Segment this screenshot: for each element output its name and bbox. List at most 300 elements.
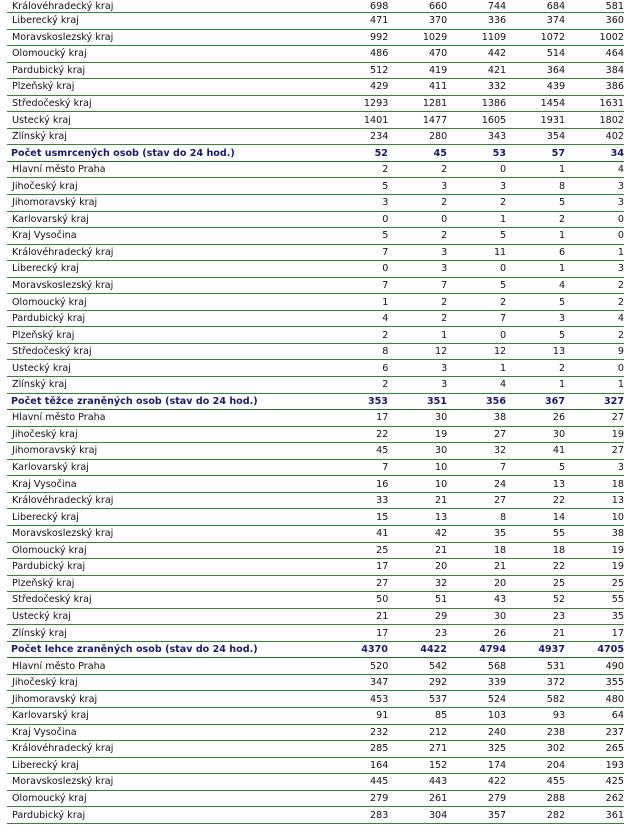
value-cell: 0 xyxy=(500,329,507,341)
value-cell: 5 xyxy=(382,180,389,192)
region-name: Ústecký kraj xyxy=(12,114,71,126)
table-row xyxy=(7,63,624,80)
value-cell: 35 xyxy=(493,528,507,540)
table-row xyxy=(7,609,624,626)
region-name: Moravskoslezský kraj xyxy=(12,528,114,540)
value-cell: 7 xyxy=(500,462,507,474)
region-name: Jihočeský kraj xyxy=(12,180,78,192)
section-title: Počet lehce zraněných osob (stav do 24 hod.) xyxy=(11,644,258,656)
value-cell: 212 xyxy=(428,726,448,738)
value-cell: 4 xyxy=(617,164,624,176)
value-cell: 1477 xyxy=(422,114,448,126)
value-cell: 1631 xyxy=(599,98,624,109)
table-row xyxy=(7,725,624,742)
value-cell: 18 xyxy=(493,544,507,556)
value-cell: 1605 xyxy=(481,114,507,126)
value-cell: 364 xyxy=(546,64,566,76)
region-name: Středočeský kraj xyxy=(12,346,92,358)
value-cell: 327 xyxy=(604,395,625,407)
value-cell: 26 xyxy=(552,412,566,424)
region-name: Plzeňský kraj xyxy=(12,577,75,589)
table-row xyxy=(7,493,624,510)
value-cell: 8 xyxy=(500,511,507,523)
value-cell: 2 xyxy=(441,197,448,209)
value-cell: 1 xyxy=(382,296,389,308)
value-cell: 25 xyxy=(611,577,624,589)
value-cell: 27 xyxy=(611,412,624,424)
value-cell: 347 xyxy=(370,677,389,689)
value-cell: 53 xyxy=(492,147,506,159)
value-cell: 279 xyxy=(487,792,507,804)
value-cell: 27 xyxy=(493,495,507,507)
table-row xyxy=(7,708,624,725)
value-cell: 1 xyxy=(558,230,566,242)
region-name: Středočeský kraj xyxy=(12,594,92,606)
section-title: Počet těžce zraněných osob (stav do 24 hod.) xyxy=(11,395,258,407)
value-cell: 3 xyxy=(382,197,389,209)
value-cell: 4937 xyxy=(538,644,566,656)
cut-off-next-row xyxy=(7,826,624,831)
value-cell: 386 xyxy=(605,81,624,93)
value-cell: 45 xyxy=(433,147,447,159)
value-cell: 5 xyxy=(558,296,566,308)
value-cell: 471 xyxy=(370,15,389,27)
value-cell: 12 xyxy=(435,346,448,358)
value-cell: 343 xyxy=(487,131,507,143)
region-name: Jihočeský kraj xyxy=(12,428,78,440)
region-name: Královéhradecký kraj xyxy=(12,246,114,258)
value-cell: 490 xyxy=(605,660,624,672)
region-name: Moravskoslezský kraj xyxy=(12,776,114,788)
region-name: Zlínský kraj xyxy=(12,131,67,143)
data-table xyxy=(7,0,624,824)
value-cell: 422 xyxy=(487,776,507,788)
region-name: Moravskoslezský kraj xyxy=(12,280,114,292)
value-cell: 52 xyxy=(552,594,566,606)
region-name: Královéhradecký kraj xyxy=(12,0,114,12)
value-cell: 23 xyxy=(435,627,448,639)
value-cell: 13 xyxy=(435,511,448,523)
value-cell: 744 xyxy=(487,0,507,12)
value-cell: 38 xyxy=(611,528,624,540)
region-name: Karlovarský kraj xyxy=(12,462,89,474)
value-cell: 7 xyxy=(500,313,507,325)
value-cell: 3 xyxy=(441,180,448,192)
value-cell: 30 xyxy=(435,412,448,424)
value-cell: 85 xyxy=(435,710,448,722)
value-cell: 698 xyxy=(370,0,389,12)
value-cell: 32 xyxy=(493,445,507,457)
value-cell: 15 xyxy=(376,511,389,523)
value-cell: 30 xyxy=(493,610,507,622)
section-header-row xyxy=(7,642,624,659)
value-cell: 34 xyxy=(610,147,625,159)
value-cell: 531 xyxy=(546,660,566,672)
value-cell: 1 xyxy=(617,246,624,258)
value-cell: 1 xyxy=(500,362,507,374)
value-cell: 22 xyxy=(552,561,566,573)
value-cell: 356 xyxy=(485,395,506,407)
value-cell: 1454 xyxy=(540,98,566,109)
table-row xyxy=(7,195,624,212)
value-cell: 55 xyxy=(611,594,624,606)
value-cell: 1072 xyxy=(540,31,566,43)
value-cell: 12 xyxy=(493,346,507,358)
value-cell: 232 xyxy=(370,726,389,738)
value-cell: 4 xyxy=(617,313,624,325)
value-cell: 50 xyxy=(376,594,389,606)
region-name: Kraj Vysočina xyxy=(12,726,77,738)
value-cell: 57 xyxy=(551,147,566,159)
value-cell: 262 xyxy=(605,792,624,804)
value-cell: 1 xyxy=(558,263,566,275)
value-cell: 13 xyxy=(611,495,624,507)
value-cell: 455 xyxy=(546,776,566,788)
value-cell: 2 xyxy=(558,362,566,374)
value-cell: 464 xyxy=(605,48,624,60)
value-cell: 43 xyxy=(493,594,507,606)
value-cell: 4705 xyxy=(597,644,625,656)
table-row xyxy=(7,691,624,708)
value-cell: 91 xyxy=(376,710,389,722)
value-cell: 52 xyxy=(374,147,388,159)
value-cell: 442 xyxy=(487,48,507,60)
value-cell: 234 xyxy=(370,131,389,143)
value-cell: 0 xyxy=(500,164,507,176)
value-cell: 22 xyxy=(376,428,389,440)
value-cell: 5 xyxy=(558,329,566,341)
value-cell: 174 xyxy=(487,759,507,771)
value-cell: 374 xyxy=(546,15,566,27)
region-name: Jihomoravský kraj xyxy=(12,693,98,705)
value-cell: 17 xyxy=(611,627,624,639)
value-cell: 1109 xyxy=(481,31,507,43)
value-cell: 279 xyxy=(370,792,389,804)
value-cell: 30 xyxy=(435,445,448,457)
value-cell: 18 xyxy=(552,544,566,556)
value-cell: 2 xyxy=(617,329,624,341)
value-cell: 2 xyxy=(441,296,448,308)
table-row xyxy=(7,559,624,576)
value-cell: 1 xyxy=(500,213,507,225)
value-cell: 3 xyxy=(441,263,448,275)
value-cell: 0 xyxy=(617,230,624,242)
value-cell: 537 xyxy=(428,693,448,705)
value-cell: 402 xyxy=(605,131,624,143)
value-cell: 288 xyxy=(546,792,566,804)
value-cell: 0 xyxy=(441,213,448,225)
table-row xyxy=(7,774,624,791)
value-cell: 1002 xyxy=(599,31,624,43)
value-cell: 204 xyxy=(546,759,566,771)
value-cell: 0 xyxy=(500,263,507,275)
value-cell: 280 xyxy=(428,131,448,143)
value-cell: 302 xyxy=(546,743,566,755)
value-cell: 2 xyxy=(382,379,389,391)
value-cell: 10 xyxy=(435,478,448,490)
value-cell: 283 xyxy=(370,809,389,821)
value-cell: 4370 xyxy=(361,644,388,656)
value-cell: 3 xyxy=(617,263,624,275)
value-cell: 411 xyxy=(428,81,448,93)
table-row xyxy=(7,30,624,47)
value-cell: 4794 xyxy=(479,644,506,656)
table-row xyxy=(7,228,624,245)
table-row xyxy=(7,807,624,824)
value-cell: 5 xyxy=(500,280,507,292)
value-cell: 7 xyxy=(382,462,389,474)
value-cell: 520 xyxy=(370,660,389,672)
value-cell: 1 xyxy=(558,164,566,176)
value-cell: 1293 xyxy=(363,98,389,109)
value-cell: 372 xyxy=(546,677,566,689)
value-cell: 1281 xyxy=(422,98,448,109)
value-cell: 13 xyxy=(552,346,566,358)
table-row xyxy=(7,625,624,642)
value-cell: 20 xyxy=(493,577,507,589)
region-name: Olomoucký kraj xyxy=(12,48,87,60)
table-row xyxy=(7,377,624,394)
table-row xyxy=(7,212,624,229)
value-cell: 38 xyxy=(493,412,507,424)
value-cell: 7 xyxy=(441,280,448,292)
region-name: Jihočeský kraj xyxy=(12,677,78,689)
value-cell: 26 xyxy=(493,627,507,639)
value-cell: 3 xyxy=(558,313,566,325)
table-row xyxy=(7,294,624,311)
region-name: Královéhradecký kraj xyxy=(12,743,114,755)
value-cell: 35 xyxy=(611,610,624,622)
value-cell: 339 xyxy=(487,677,507,689)
section-title: Počet usmrcených osob (stav do 24 hod.) xyxy=(11,147,235,159)
value-cell: 3 xyxy=(441,362,448,374)
value-cell: 4 xyxy=(500,379,507,391)
value-cell: 8 xyxy=(558,180,566,192)
section-header-row xyxy=(7,145,624,162)
value-cell: 11 xyxy=(493,246,507,258)
value-cell: 325 xyxy=(487,743,507,755)
region-name: Ústecký kraj xyxy=(12,362,71,374)
value-cell: 4422 xyxy=(420,644,447,656)
region-name: Hlavní město Praha xyxy=(12,412,106,424)
value-cell: 18 xyxy=(611,478,624,490)
value-cell: 22 xyxy=(552,495,566,507)
table-row xyxy=(7,758,624,775)
value-cell: 3 xyxy=(617,197,624,209)
value-cell: 3 xyxy=(617,180,624,192)
value-cell: 353 xyxy=(367,395,388,407)
value-cell: 429 xyxy=(370,81,389,93)
region-name: Olomoucký kraj xyxy=(12,544,87,556)
value-cell: 445 xyxy=(370,776,389,788)
table-row xyxy=(7,476,624,493)
value-cell: 51 xyxy=(435,594,448,606)
region-name: Liberecký kraj xyxy=(12,759,79,771)
value-cell: 8 xyxy=(382,346,389,358)
value-cell: 360 xyxy=(605,15,624,27)
value-cell: 6 xyxy=(382,362,389,374)
value-cell: 282 xyxy=(546,809,566,821)
value-cell: 93 xyxy=(552,710,566,722)
value-cell: 23 xyxy=(552,610,566,622)
value-cell: 439 xyxy=(546,81,566,93)
value-cell: 1931 xyxy=(540,114,566,126)
value-cell: 21 xyxy=(376,610,389,622)
value-cell: 3 xyxy=(441,246,448,258)
region-name: Olomoucký kraj xyxy=(12,296,87,308)
value-cell: 2 xyxy=(382,329,389,341)
table-row xyxy=(7,178,624,195)
value-cell: 19 xyxy=(611,428,624,440)
value-cell: 1 xyxy=(558,379,566,391)
region-name: Pardubický kraj xyxy=(12,64,86,76)
region-name: Plzeňský kraj xyxy=(12,81,75,93)
table-row xyxy=(7,344,624,361)
region-name: Karlovarský kraj xyxy=(12,213,89,225)
value-cell: 2 xyxy=(382,164,389,176)
region-name: Liberecký kraj xyxy=(12,511,79,523)
table-row xyxy=(7,327,624,344)
region-name: Jihomoravský kraj xyxy=(12,197,98,209)
value-cell: 384 xyxy=(605,64,624,76)
table-row xyxy=(7,509,624,526)
value-cell: 19 xyxy=(611,561,624,573)
value-cell: 30 xyxy=(552,428,566,440)
table-row xyxy=(7,162,624,179)
value-cell: 21 xyxy=(435,544,448,556)
region-name: Moravskoslezský kraj xyxy=(12,31,114,43)
value-cell: 3 xyxy=(441,379,448,391)
value-cell: 5 xyxy=(382,230,389,242)
value-cell: 2 xyxy=(441,313,448,325)
value-cell: 193 xyxy=(605,759,624,771)
table-row xyxy=(7,675,624,692)
region-name: Pardubický kraj xyxy=(12,809,86,821)
value-cell: 512 xyxy=(370,64,389,76)
value-cell: 19 xyxy=(611,544,624,556)
value-cell: 3 xyxy=(500,180,507,192)
value-cell: 17 xyxy=(376,627,389,639)
value-cell: 240 xyxy=(487,726,507,738)
table-row xyxy=(7,741,624,758)
value-cell: 25 xyxy=(376,544,389,556)
value-cell: 5 xyxy=(500,230,507,242)
value-cell: 45 xyxy=(376,445,389,457)
table-row xyxy=(7,278,624,295)
region-name: Hlavní město Praha xyxy=(12,164,106,176)
region-name: Pardubický kraj xyxy=(12,313,86,325)
table-row xyxy=(7,576,624,593)
value-cell: 1 xyxy=(617,379,624,391)
value-cell: 568 xyxy=(487,660,507,672)
region-name: Ústecký kraj xyxy=(12,610,71,622)
table-row xyxy=(7,443,624,460)
value-cell: 6 xyxy=(558,246,566,258)
value-cell: 24 xyxy=(493,478,507,490)
value-cell: 0 xyxy=(382,213,389,225)
value-cell: 64 xyxy=(611,710,624,722)
value-cell: 27 xyxy=(611,445,624,457)
value-cell: 14 xyxy=(552,511,566,523)
value-cell: 524 xyxy=(487,693,507,705)
value-cell: 992 xyxy=(370,31,389,43)
table-row xyxy=(7,311,624,328)
table-row xyxy=(7,112,624,129)
value-cell: 4 xyxy=(558,280,566,292)
value-cell: 21 xyxy=(552,627,566,639)
value-cell: 514 xyxy=(546,48,566,60)
value-cell: 152 xyxy=(428,759,448,771)
value-cell: 354 xyxy=(546,131,566,143)
value-cell: 238 xyxy=(546,726,566,738)
value-cell: 21 xyxy=(435,495,448,507)
value-cell: 9 xyxy=(617,346,624,358)
value-cell: 261 xyxy=(428,792,448,804)
region-name: Jihomoravský kraj xyxy=(12,445,98,457)
value-cell: 19 xyxy=(435,428,448,440)
value-cell: 1401 xyxy=(363,114,389,126)
table-row xyxy=(7,79,624,96)
value-cell: 336 xyxy=(487,15,507,27)
region-name: Zlínský kraj xyxy=(12,627,67,639)
table-row xyxy=(7,0,624,13)
value-cell: 55 xyxy=(552,528,566,540)
table-row xyxy=(7,460,624,477)
region-name: Liberecký kraj xyxy=(12,263,79,275)
value-cell: 660 xyxy=(428,0,448,12)
value-cell: 237 xyxy=(605,726,624,738)
value-cell: 0 xyxy=(382,263,389,275)
value-cell: 271 xyxy=(428,743,448,755)
value-cell: 17 xyxy=(376,412,389,424)
table-row xyxy=(7,543,624,560)
value-cell: 2 xyxy=(617,280,624,292)
value-cell: 1802 xyxy=(599,114,624,126)
value-cell: 0 xyxy=(617,213,624,225)
value-cell: 103 xyxy=(487,710,507,722)
table-row xyxy=(7,129,624,146)
region-name: Zlínský kraj xyxy=(12,379,67,391)
value-cell: 470 xyxy=(428,48,448,60)
table-row xyxy=(7,46,624,63)
value-cell: 443 xyxy=(428,776,448,788)
value-cell: 5 xyxy=(558,462,566,474)
value-cell: 421 xyxy=(487,64,507,76)
value-cell: 684 xyxy=(546,0,566,12)
value-cell: 2 xyxy=(617,296,624,308)
value-cell: 7 xyxy=(382,280,389,292)
value-cell: 10 xyxy=(435,462,448,474)
value-cell: 332 xyxy=(487,81,507,93)
value-cell: 1386 xyxy=(481,98,507,109)
value-cell: 27 xyxy=(376,577,389,589)
value-cell: 13 xyxy=(552,478,566,490)
region-name: Hlavní město Praha xyxy=(12,660,106,672)
value-cell: 542 xyxy=(428,660,448,672)
region-name: Liberecký kraj xyxy=(12,15,79,27)
value-cell: 292 xyxy=(428,677,448,689)
value-cell: 361 xyxy=(605,809,624,821)
value-cell: 27 xyxy=(493,428,507,440)
value-cell: 351 xyxy=(426,395,447,407)
value-cell: 2 xyxy=(441,164,448,176)
value-cell: 2 xyxy=(500,296,507,308)
table-row xyxy=(7,427,624,444)
value-cell: 1 xyxy=(441,329,448,341)
value-cell: 355 xyxy=(605,677,624,689)
value-cell: 304 xyxy=(428,809,448,821)
table-row xyxy=(7,410,624,427)
